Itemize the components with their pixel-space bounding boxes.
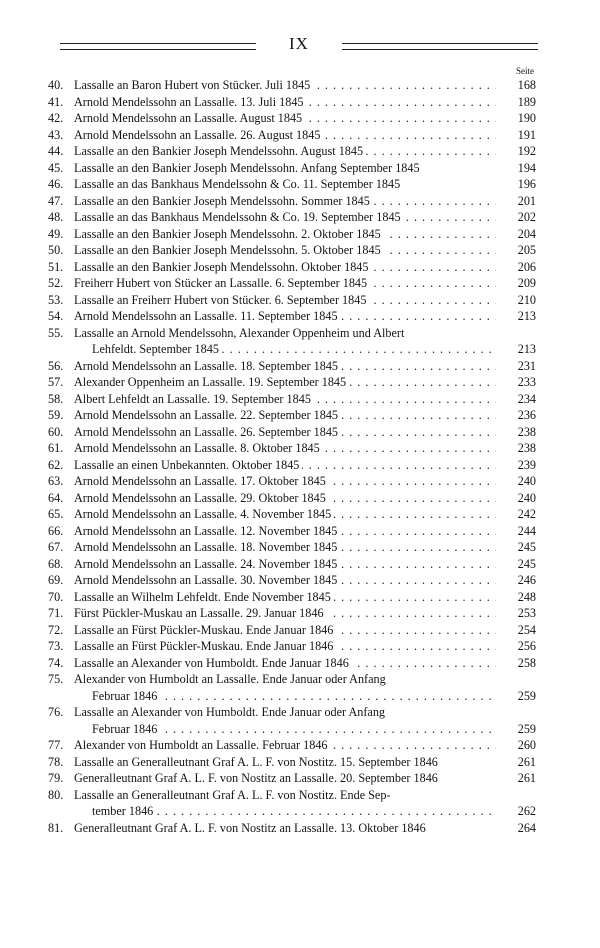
entry-title: Lassalle an das Bankhaus Mendelssohn & Co. 11. September 1845 — [74, 177, 403, 191]
entry-title: Februar 1846 — [92, 689, 160, 703]
entry-title: Februar 1846 — [92, 722, 160, 736]
header-rule-right — [342, 43, 538, 50]
toc-entry — [48, 275, 536, 292]
entry-page: 245 — [496, 539, 536, 556]
entry-number: 53. — [48, 292, 64, 307]
toc-entry — [48, 820, 536, 837]
entry-page: 234 — [496, 391, 536, 408]
entry-number: 76. — [48, 705, 64, 719]
toc-entry — [48, 523, 536, 540]
entry-number: 42. — [48, 111, 64, 125]
entry-page: 261 — [496, 770, 536, 787]
entry-number: 81. — [48, 820, 64, 835]
toc-entry — [48, 193, 536, 210]
entry-page: 240 — [496, 473, 536, 490]
entry-page: 246 — [496, 572, 536, 589]
toc-entry — [48, 325, 536, 358]
entry-title: Arnold Mendelssohn an Lassalle. 29. Oktober 1845 — [74, 491, 329, 505]
entry-page: 189 — [496, 94, 536, 111]
entry-title: Arnold Mendelssohn an Lassalle. 13. Juli 1845 — [74, 95, 307, 109]
entry-title: Arnold Mendelssohn an Lassalle. 12. November 1845 — [74, 524, 340, 538]
toc-entry — [48, 704, 536, 737]
toc-entry — [48, 127, 536, 144]
toc-entry — [48, 605, 536, 622]
entry-number: 50. — [48, 243, 64, 257]
entry-page: 259 — [496, 721, 536, 738]
toc-entry — [48, 770, 536, 787]
table-of-contents — [48, 77, 536, 836]
entry-page: 261 — [496, 754, 536, 771]
entry-page: 262 — [496, 803, 536, 820]
page-column-label: Seite — [516, 66, 534, 76]
entry-title: Lassalle an einen Unbekannten. Oktober 1845 — [74, 458, 302, 472]
toc-entry — [48, 143, 536, 160]
toc-entry — [48, 226, 536, 243]
entry-page: 238 — [496, 440, 536, 457]
entry-title: Lassalle an Fürst Pückler-Muskau. Ende Januar 1846 — [74, 639, 336, 653]
entry-title: Lassalle an Baron Hubert von Stücker. Juli 1845 — [74, 78, 313, 92]
entry-number: 62. — [48, 457, 64, 472]
entry-title: Lassalle an Alexander von Humboldt. Ende Januar oder Anfang — [74, 705, 388, 719]
entry-title: Arnold Mendelssohn an Lassalle. 18. September 1845 — [74, 359, 341, 373]
entry-number: 41. — [48, 94, 64, 109]
entry-number: 74. — [48, 655, 64, 670]
entry-number: 58. — [48, 391, 64, 406]
entry-number: 46. — [48, 177, 64, 191]
toc-entry — [48, 259, 536, 276]
toc-entry — [48, 638, 536, 655]
entry-page: 205 — [496, 242, 536, 259]
entry-title: Lassalle an den Bankier Joseph Mendelssohn. Oktober 1845 — [74, 260, 371, 274]
entry-page: 240 — [496, 490, 536, 507]
page-header — [60, 36, 538, 56]
entry-page: 233 — [496, 374, 536, 391]
toc-entry — [48, 391, 536, 408]
entry-title: Arnold Mendelssohn an Lassalle. 24. November 1845 — [74, 557, 340, 571]
toc-entry — [48, 655, 536, 672]
entry-number: 64. — [48, 490, 64, 505]
toc-entry — [48, 110, 536, 127]
entry-page: 192 — [496, 143, 536, 160]
entry-title: tember 1846 — [92, 804, 156, 818]
entry-page: 191 — [496, 127, 536, 144]
toc-entry — [48, 473, 536, 490]
entry-number: 57. — [48, 375, 64, 389]
entry-number: 51. — [48, 259, 64, 274]
entry-title: Arnold Mendelssohn an Lassalle. 8. Oktober 1845 — [74, 441, 323, 455]
entry-title: Arnold Mendelssohn an Lassalle. 22. September 1845 — [74, 408, 341, 422]
entry-number: 71. — [48, 606, 64, 620]
entry-title: Arnold Mendelssohn an Lassalle. 4. November 1845 — [74, 507, 334, 521]
entry-page: 213 — [496, 308, 536, 325]
entry-page: 258 — [496, 655, 536, 672]
entry-title: Lassalle an Generalleutnant Graf A. L. F. von Nostitz. 15. September 1846 — [74, 755, 441, 769]
toc-entry — [48, 77, 536, 94]
toc-entry — [48, 292, 536, 309]
entry-title: Arnold Mendelssohn an Lassalle. August 1845 — [74, 111, 305, 125]
entry-number: 77. — [48, 738, 64, 752]
toc-entry — [48, 424, 536, 441]
entry-page: 204 — [496, 226, 536, 243]
entry-number: 44. — [48, 144, 64, 158]
entry-title: Alexander von Humboldt an Lassalle. Ende Januar oder Anfang — [74, 672, 389, 686]
entry-number: 59. — [48, 408, 64, 422]
entry-page: 201 — [496, 193, 536, 210]
entry-title: Lassalle an Fürst Pückler-Muskau. Ende Januar 1846 — [74, 623, 336, 637]
entry-page: 210 — [496, 292, 536, 309]
entry-page: 260 — [496, 737, 536, 754]
entry-page: 248 — [496, 589, 536, 606]
entry-number: 54. — [48, 309, 64, 323]
entry-title: Arnold Mendelssohn an Lassalle. 17. Oktober 1845 — [74, 474, 329, 488]
entry-title: Albert Lehfeldt an Lassalle. 19. September 1845 — [74, 392, 314, 406]
entry-title: Generalleutnant Graf A. L. F. von Nostitz an Lassalle. 13. Oktober 1846 — [74, 821, 429, 835]
entry-number: 43. — [48, 127, 64, 142]
toc-entry — [48, 308, 536, 325]
entry-title: Lassalle an Wilhelm Lehfeldt. Ende November 1845 — [74, 590, 334, 604]
entry-page: 238 — [496, 424, 536, 441]
toc-entry — [48, 754, 536, 771]
toc-entry — [48, 622, 536, 639]
toc-entry — [48, 556, 536, 573]
toc-entry — [48, 787, 536, 820]
entry-number: 67. — [48, 540, 64, 554]
entry-page: 190 — [496, 110, 536, 127]
entry-page: 202 — [496, 209, 536, 226]
entry-page: 213 — [496, 341, 536, 358]
entry-number: 52. — [48, 276, 64, 290]
entry-title: Arnold Mendelssohn an Lassalle. 26. August 1845 — [74, 128, 323, 142]
entry-title: Lassalle an Freiherr Hubert von Stücker. 6. September 1845 — [74, 293, 369, 307]
entry-page: 259 — [496, 688, 536, 705]
entry-page: 236 — [496, 407, 536, 424]
entry-number: 60. — [48, 424, 64, 439]
entry-number: 73. — [48, 639, 64, 653]
entry-number: 68. — [48, 556, 64, 571]
toc-entry — [48, 490, 536, 507]
toc-entry — [48, 94, 536, 111]
entry-number: 79. — [48, 771, 64, 785]
toc-entry — [48, 539, 536, 556]
entry-title: Lassalle an den Bankier Joseph Mendelssohn. 2. Oktober 1845 — [74, 227, 384, 241]
entry-page: 253 — [496, 605, 536, 622]
entry-number: 80. — [48, 787, 64, 802]
entry-page: 245 — [496, 556, 536, 573]
entry-number: 47. — [48, 193, 64, 208]
toc-entry — [48, 440, 536, 457]
toc-entry — [48, 589, 536, 606]
toc-entry — [48, 374, 536, 391]
entry-title: Lassalle an das Bankhaus Mendelssohn & Co. 19. September 1845 — [74, 210, 404, 224]
entry-title: Alexander Oppenheim an Lassalle. 19. September 1845 — [74, 375, 349, 389]
entry-number: 72. — [48, 622, 64, 637]
entry-title: Arnold Mendelssohn an Lassalle. 18. November 1845 — [74, 540, 340, 554]
entry-page: 239 — [496, 457, 536, 474]
toc-entry — [48, 358, 536, 375]
page-number: IX — [289, 34, 309, 53]
entry-number: 66. — [48, 523, 64, 538]
toc-entry — [48, 160, 536, 177]
entry-number: 70. — [48, 589, 64, 604]
entry-page: 209 — [496, 275, 536, 292]
entry-number: 55. — [48, 325, 64, 340]
toc-entry — [48, 176, 536, 193]
toc-entry — [48, 506, 536, 523]
entry-page: 168 — [496, 77, 536, 94]
toc-entry — [48, 737, 536, 754]
entry-number: 65. — [48, 507, 64, 521]
entry-page: 244 — [496, 523, 536, 540]
entry-page: 194 — [496, 160, 536, 177]
entry-title: Arnold Mendelssohn an Lassalle. 30. November 1845 — [74, 573, 340, 587]
entry-title: Lassalle an den Bankier Joseph Mendelssohn. Sommer 1845 — [74, 194, 373, 208]
entry-number: 49. — [48, 226, 64, 241]
entry-title: Lassalle an Generalleutnant Graf A. L. F. von Nostitz. Ende Sep- — [74, 788, 394, 802]
entry-number: 45. — [48, 160, 64, 175]
entry-page: 231 — [496, 358, 536, 375]
entry-page: 242 — [496, 506, 536, 523]
entry-number: 40. — [48, 78, 64, 92]
entry-title: Lassalle an Arnold Mendelssohn, Alexander Oppenheim und Albert — [74, 326, 407, 340]
toc-entry — [48, 209, 536, 226]
toc-entry — [48, 407, 536, 424]
entry-number: 61. — [48, 441, 64, 455]
entry-title: Arnold Mendelssohn an Lassalle. 26. September 1845 — [74, 425, 341, 439]
toc-entry — [48, 572, 536, 589]
entry-page: 256 — [496, 638, 536, 655]
entry-page: 264 — [496, 820, 536, 837]
entry-number: 48. — [48, 210, 64, 224]
entry-number: 56. — [48, 358, 64, 373]
entry-number: 69. — [48, 573, 64, 587]
entry-title: Alexander von Humboldt an Lassalle. Februar 1846 — [74, 738, 331, 752]
entry-page: 206 — [496, 259, 536, 276]
entry-title: Lehfeldt. September 1845 — [92, 342, 222, 356]
toc-entry — [48, 242, 536, 259]
entry-title: Generalleutnant Graf A. L. F. von Nostitz an Lassalle. 20. September 1846 — [74, 771, 441, 785]
entry-title: Lassalle an Alexander von Humboldt. Ende Januar 1846 — [74, 656, 352, 670]
entry-title: Lassalle an den Bankier Joseph Mendelssohn. August 1845 — [74, 144, 366, 158]
entry-number: 75. — [48, 672, 64, 686]
entry-number: 63. — [48, 474, 64, 488]
toc-entry — [48, 671, 536, 704]
entry-number: 78. — [48, 754, 64, 769]
entry-page: 196 — [496, 176, 536, 193]
entry-title: Fürst Pückler-Muskau an Lassalle. 29. Januar 1846 — [74, 606, 327, 620]
entry-title: Arnold Mendelssohn an Lassalle. 11. September 1845 — [74, 309, 341, 323]
entry-page: 254 — [496, 622, 536, 639]
entry-title: Lassalle an den Bankier Joseph Mendelssohn. 5. Oktober 1845 — [74, 243, 384, 257]
entry-title: Lassalle an den Bankier Joseph Mendelssohn. Anfang September 1845 — [74, 161, 423, 175]
entry-title: Freiherr Hubert von Stücker an Lassalle. 6. September 1845 — [74, 276, 370, 290]
toc-entry — [48, 457, 536, 474]
